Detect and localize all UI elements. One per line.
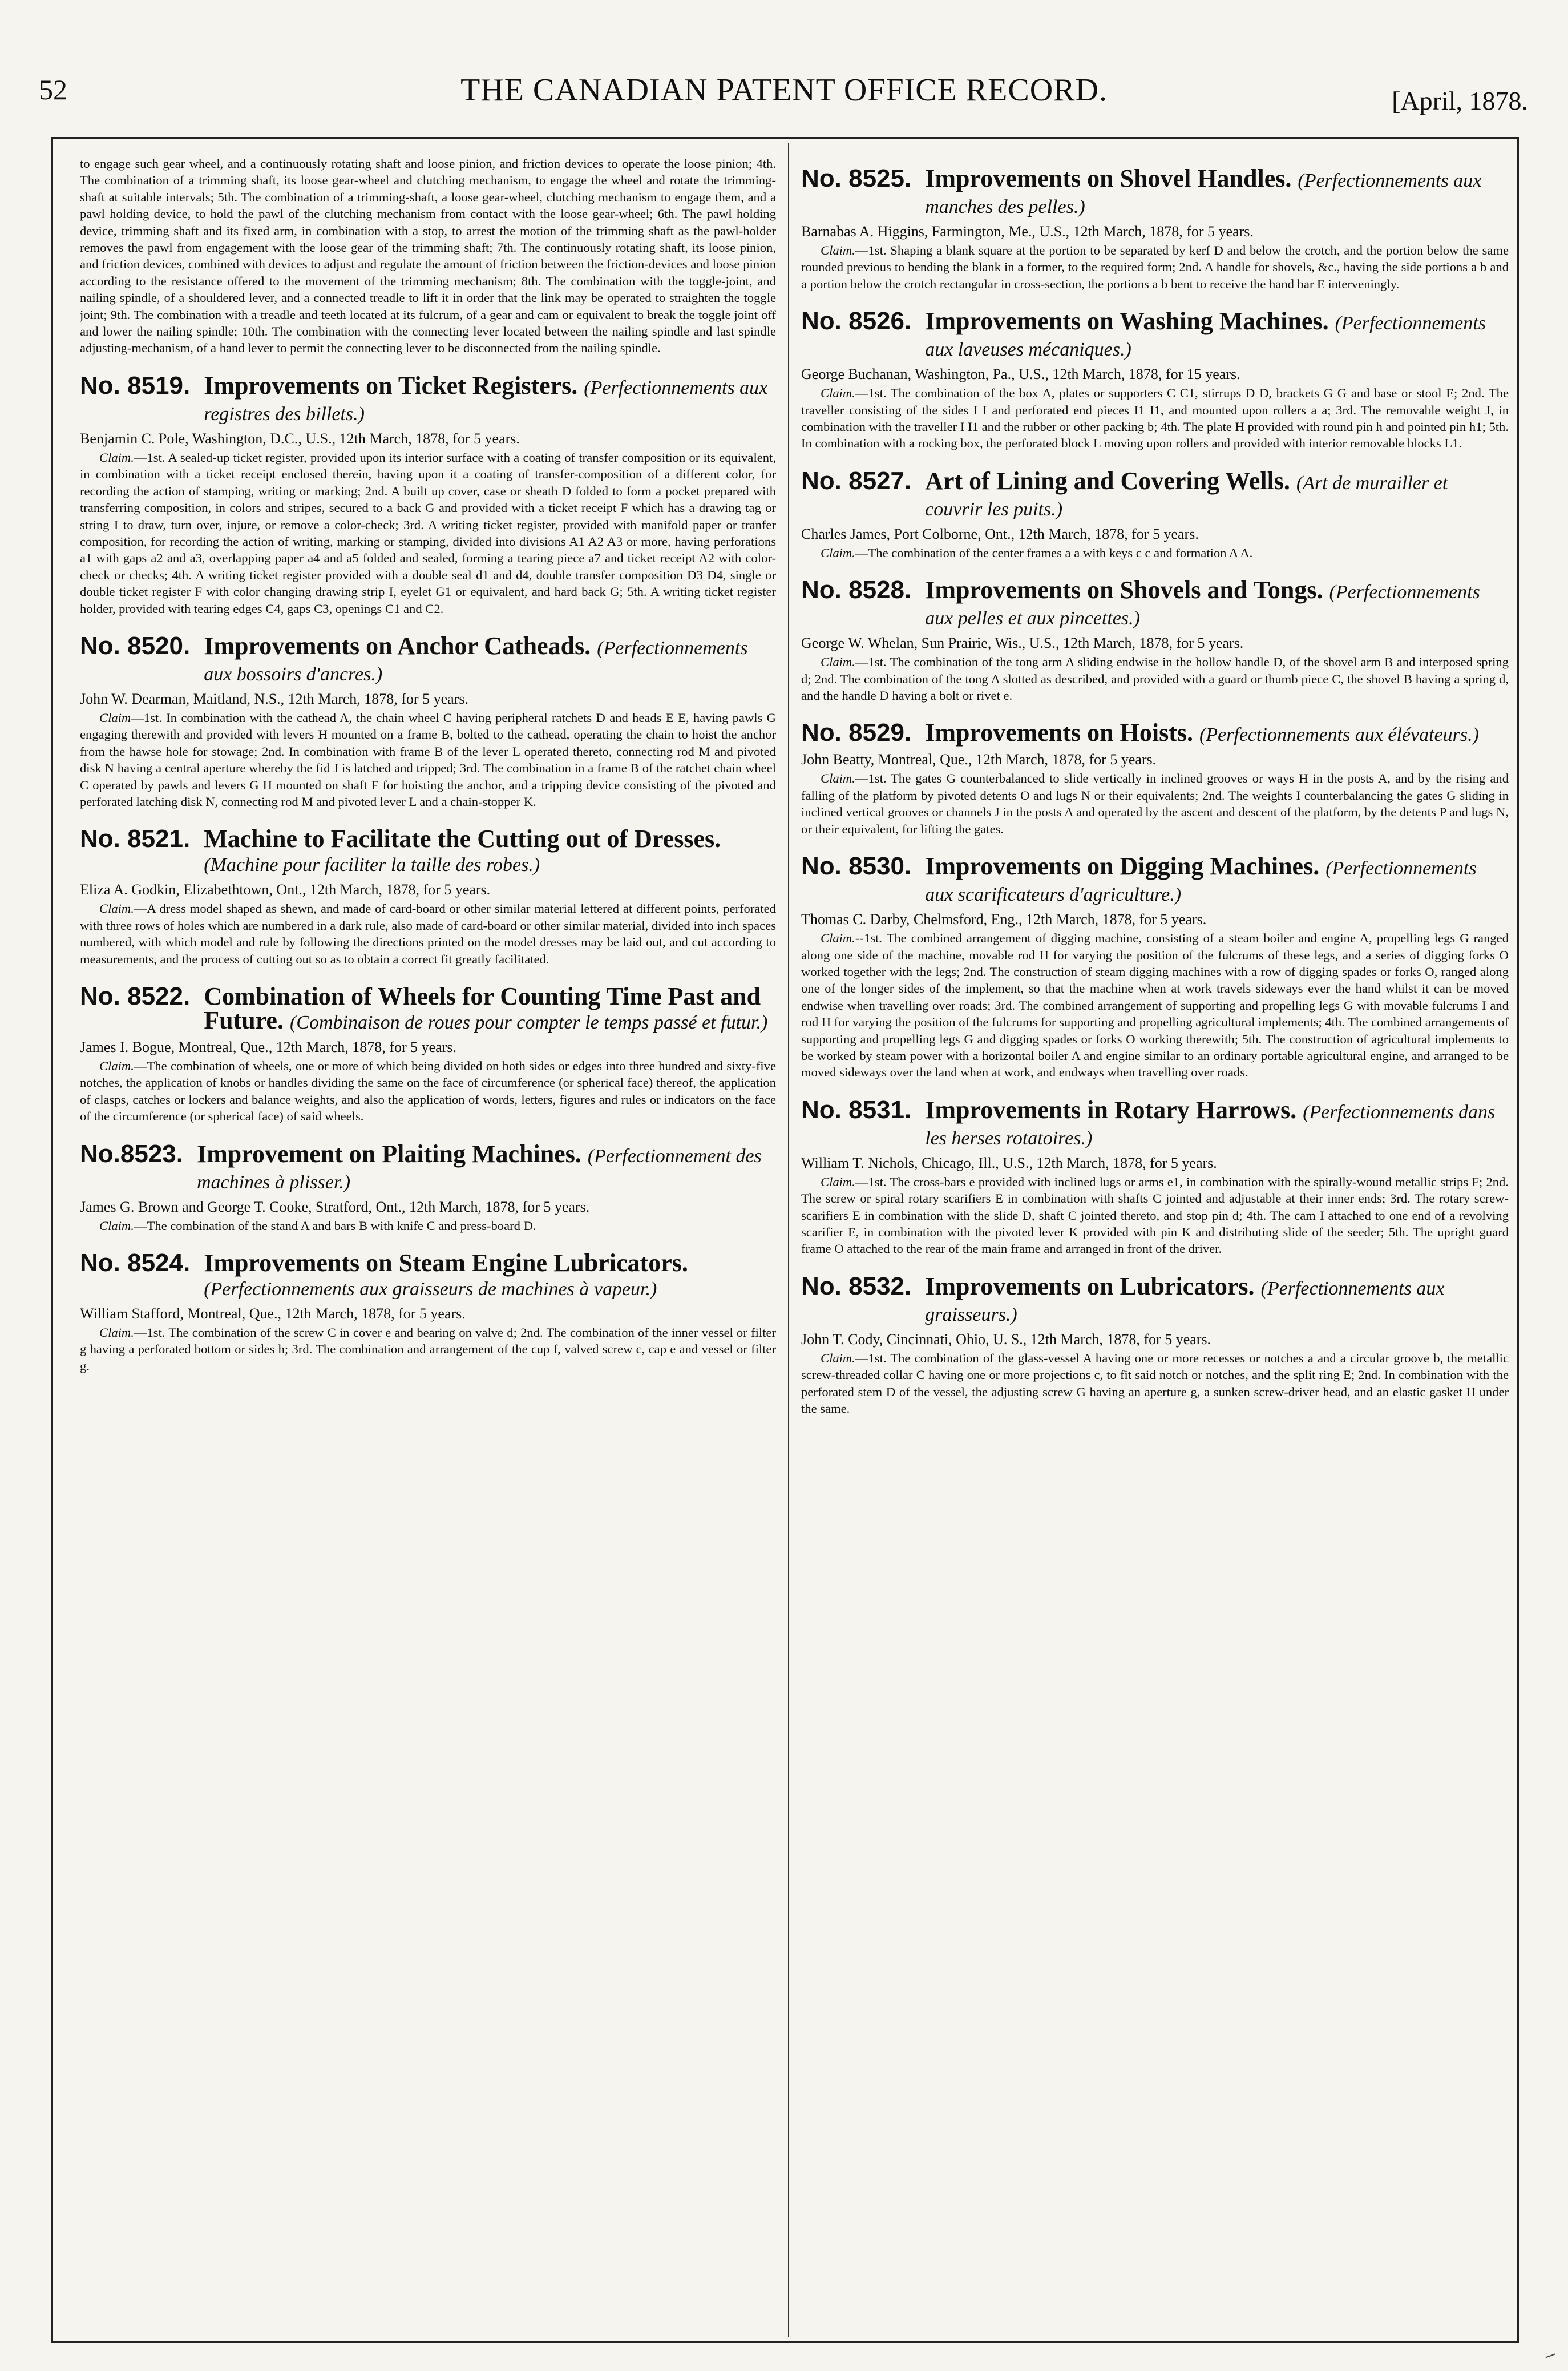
patent-entry [801, 719, 1509, 837]
patent-french-title: (Perfectionnements aux laveuses mécaniques.) [925, 313, 1486, 361]
claim-label: Claim. [821, 655, 855, 670]
patent-entry [801, 1096, 1509, 1257]
patent-entry [80, 372, 776, 617]
patent-title: Improvements in Rotary Harrows. [925, 1095, 1297, 1124]
claim-paragraph [80, 709, 776, 810]
patent-entry [80, 1249, 776, 1374]
patent-title: Improvements on Ticket Registers. [204, 371, 578, 400]
patent-title: Improvements on Anchor Catheads. [204, 631, 591, 660]
patent-number: No. 8529. [801, 719, 912, 747]
claim-text: —1st. The combination of the tong arm A sliding endwise in the hollow handle D, of the shovel arm B and interposed spring d; 2nd. The combination of the tong A slotted as described, and provided with a guard or thumb piece C, the shovel B having a spring d, and the handle D having a bolt or rivet e. [801, 655, 1509, 703]
claim-text: —The combination of the stand A and bars B with knife C and press-board D. [134, 1218, 536, 1233]
patent-number: No. 8532. [801, 1272, 912, 1300]
patent-number: No. 8525. [801, 164, 912, 192]
patent-entry [80, 632, 776, 810]
patent-title-block [204, 371, 776, 426]
patent-french-title: (Perfectionnements aux scarificateurs d'agriculture.) [925, 858, 1477, 906]
right-entry-list [801, 164, 1509, 1417]
patent-heading [801, 852, 1509, 907]
claim-text: —A dress model shaped as shewn, and made of card-board or other similar material lettered at different points, perforated with three rows of holes which are numbered in a dark rule, also made of card-board or other similar material, divided into inch spaces numbered, with which model and rule by following the directions printed on the model dresses may be laid out, and cut according to measurements, and the process of cutting out so as to obtain a correct fit greatly facilitated. [80, 901, 776, 966]
inventor-line: George Buchanan, Washington, Pa., U.S., 12th March, 1878, for 15 years. [801, 366, 1240, 383]
patent-french-title: (Perfectionnements aux élévateurs.) [1199, 724, 1479, 746]
patent-number: No. 8527. [801, 466, 912, 495]
patent-title-block [196, 1139, 776, 1195]
patent-number: No. 8521. [80, 825, 191, 853]
claim-paragraph [801, 770, 1509, 837]
patent-title-block [925, 1272, 1509, 1327]
claim-text: —1st. The combination of the glass-vessel A having one or more recesses or notches a and a circular groove b, the metallic screw-threaded collar C having one or more projections c, to fit said notch or notches, and the split ring E; 2nd. In combination with the perforated stem D of the vessel, the adjusting screw G having an aperture g, a sunken screw-driver head, and an elastic gasket H under the same. [801, 1350, 1509, 1416]
issue-date: [April, 1878. [1392, 86, 1528, 115]
claim-text: —1st. The gates G counterbalanced to slide vertically in inclined grooves or ways H in the posts A, and by the rising and falling of the platform by pivoted detents O and lugs N or their equivalents; 2nd. The weights I counterbalancing the gates G sliding in inclined vertical grooves or channels J in the posts A and operated by the ascent and descent of the platform, by the detents P and lugs N, or their equivalent, for lifting the gates. [801, 771, 1509, 836]
claim-paragraph [801, 654, 1509, 704]
page-number: 52 [39, 74, 67, 106]
claim-label: Claim. [821, 1174, 855, 1189]
patent-number: No. 8531. [801, 1095, 912, 1124]
patent-title: Improvements on Shovel Handles. [925, 164, 1292, 192]
inventor-line: John T. Cody, Cincinnati, Ohio, U. S., 12th March, 1878, for 5 years. [801, 1330, 1211, 1348]
patent-title-block [204, 631, 776, 687]
patent-heading [801, 1272, 1509, 1327]
claim-text: —1st. The combination of the screw C in cover e and bearing on valve d; 2nd. The combination of the inner vessel or filter g having a perforated bottom or sides h; 3rd. The combination and arrangement of the cup f, valved screw c, cap e and vessel or filter g. [80, 1325, 776, 1373]
patent-number: No. 8520. [80, 631, 191, 660]
claim-paragraph [801, 1174, 1509, 1257]
margin-mark [1545, 2353, 1557, 2363]
patent-french-title: (Perfectionnements aux pelles et aux pincettes.) [925, 582, 1480, 630]
claim-text: —1st. A sealed-up ticket register, provided upon its interior surface with a coating of transfer composition or its equivalent, in combination with a ticket receipt enclosed therein, having upon it a coating of transfer-composition of a different color, for recording the action of stamping, writing or marking; 2nd. A built up cover, case or sheath D folded to form a pocket prepared with transferring composition, in colors and stripes, secured to a back G and provided with a ticket receipt F which has a drawing tag or string I to draw, turn over, injure, or remove a color-check; 3rd. A writing ticket register, provided with manifold paper or tranfer composition, for recording the action of writing, marking or stamping, divided into divisions A1 A2 A3 or more, having perforations a1 with gaps a2 and a3, overlapping paper a4 and a5 folded and sealed, forming a tearing piece a7 and ticket receipt A2 with color-check or checks; 4th. A writing ticket register provided with a double seal d1 and d4, double transfer composition D3 D4, single or double ticket register F with color changing drawing strip I, eyelet G1 or equivalent, and hard back G; 5th. A writing ticket register holder, provided with tearing edges C4, gaps C3, openings C1 and C2. [80, 450, 776, 616]
patent-entry [80, 1140, 776, 1234]
patent-heading [801, 576, 1509, 631]
claim-text: —1st. In combination with the cathead A, the chain wheel C having peripheral ratchets D and heads E E, having pawls G engaging therewith and provided with levers H mounted on a frame B, bolted to the cathead, operating the chain to hoist the anchor from the hawse hole for stowage; 2nd. In combination with frame B of the lever L operated thereto, connecting rod M and pivoted disk N having a central aperture whereby the fid J is latched and tripped; 3rd. The combination in a frame B of the ratchet chain wheel C operated by pawls and levers G H mounted on shaft F for hoisting the anchor, and a tripping device consisting of the pivoted and perforated latching disk N, connecting rod M and pivoted lever L and a chain-stopper K. [80, 710, 776, 809]
patent-french-title: (Perfectionnements aux bossoirs d'ancres.) [204, 637, 748, 685]
patent-title: Improvement on Plaiting Machines. [196, 1139, 581, 1168]
patent-entry [80, 982, 776, 1125]
patent-number: No. 8524. [80, 1249, 191, 1277]
patent-entry [80, 825, 776, 967]
inventor-line: George W. Whelan, Sun Prairie, Wis., U.S., 12th March, 1878, for 5 years. [801, 635, 1244, 652]
patent-entry [801, 467, 1509, 561]
patent-heading [80, 982, 776, 1035]
patent-title: Improvements on Lubricators. [925, 1272, 1255, 1300]
patent-number: No. 8528. [801, 576, 912, 604]
patent-french-title: (Perfectionnements aux graisseurs.) [925, 1277, 1445, 1325]
patent-title-block [925, 164, 1509, 219]
patent-entry [801, 1272, 1509, 1417]
claim-label: Claim [99, 710, 131, 725]
column-divider [788, 143, 789, 2337]
claim-label: Claim. [821, 545, 855, 560]
claim-text: —1st. Shaping a blank square at the portion to be separated by kerf D and below the crotch, and the portion below the same rounded previous to bending the blank in a former, to the required form; 2nd. A handle for shovels, &c., having the side portions a b and a portion below the crotch rectangular in cross-section, the portions a b bent to receive the hand bar E interveningly. [801, 243, 1509, 291]
patent-heading [80, 632, 776, 687]
claim-paragraph [801, 545, 1509, 561]
claim-paragraph [80, 1058, 776, 1125]
continued-claim-text: to engage such gear wheel, and a continuously rotating shaft and loose pinion, and friction devices to operate the loose pinion; 4th. The combination of a trimming shaft, its loose gear-wheel and clutching mechanism, to engage the wheel and rotate the trimming-shaft at suitable intervals; 5th. The combination of a trimming-shaft, a loose gear-wheel, clutching mechanism to engage them, and a pawl holding device, to hold the pawl of the clutching mechanism from contact with the loose gear-wheel; 6th. The pawl holding device, trimming shaft and its fixed arm, in combination with a stop, to arrest the motion of the trimming shaft as the pawl-holder removes the pawl from engagement with the loose gear of the trimming shaft; 7th. The continuously rotating shaft, its loose pinion, and friction devices, combined with devices to adjust and regulate the amount of friction between the friction-devices and loose pinion according to the resistance offered to the movement of the trimming mechanism; 8th. The combination with the toggle-joint, and nailing spindle, of a shouldered lever, and a connected treadle to lift it in order that the link may be operated to straighten the toggle joint; 9th. The combination with a treadle and teeth located at its fulcrum, of a gear and cam or equivalent to break the toggle joint off and lower the nailing spindle; 10th. The combination with the connecting lever located between the nailing spindle and last spindle adjusting-mechanism, of a hand lever to permit the connecting lever to be disconnected from the nailing spindle. [80, 156, 776, 356]
patent-heading [801, 467, 1509, 522]
patent-title-block [204, 982, 776, 1035]
claim-paragraph [801, 385, 1509, 452]
claim-label: Claim. [821, 931, 855, 946]
patent-title: Improvements on Hoists. [925, 719, 1193, 747]
patent-entry [801, 164, 1509, 292]
patent-entry [801, 307, 1509, 452]
inventor-line: Charles James, Port Colborne, Ont., 12th March, 1878, for 5 years. [801, 525, 1199, 542]
patent-french-title: (Perfectionnements aux graisseurs de machines à vapeur.) [204, 1279, 657, 1300]
patent-heading [801, 307, 1509, 362]
patent-french-title: (Combinaison de roues pour compter le temps passé et futur.) [289, 1012, 768, 1033]
patent-title-block [925, 854, 1509, 907]
patent-title: Improvements on Steam Engine Lubricators. [204, 1249, 688, 1277]
patent-title: Combination of Wheels for Counting Time Past and Future. [204, 982, 761, 1034]
claim-label: Claim. [821, 386, 855, 401]
patent-title: Machine to Facilitate the Cutting out of Dresses. [204, 825, 721, 853]
claim-label: Claim. [99, 1218, 134, 1233]
inventor-line: Thomas C. Darby, Chelmsford, Eng., 12th March, 1878, for 5 years. [801, 911, 1207, 928]
inventor-line: John Beatty, Montreal, Que., 12th March, 1878, for 5 years. [801, 751, 1157, 768]
claim-paragraph [801, 1350, 1509, 1417]
claim-text: —The combination of wheels, one or more of which being divided on both sides or edges into three hundred and sixty-five notches, the application of knobs or handles dividing the same on the face of circumference (or spherical face) thereof, the application of clasps, catches or lockers and balance weights, and also the application of words, letters, figures and rules or indicators on the face of the circumference (or spherical face) of said wheels. [80, 1059, 776, 1124]
patent-title-block [925, 1095, 1509, 1151]
claim-label: Claim. [99, 1059, 134, 1073]
journal-title: THE CANADIAN PATENT OFFICE RECORD. [460, 72, 1108, 108]
patent-title: Improvements on Shovels and Tongs. [925, 576, 1323, 604]
patent-entry [801, 576, 1509, 704]
claim-text: —1st. The combination of the box A, plates or supporters C C1, stirrups D D, brackets G G and base or stool E; 2nd. The traveller consisting of the sides I I and perforated end pieces I1 I1, and mounted upon rollers a a; 3rd. The removable weight J, in combination with the traveller I I1 and the rubber or other packing b; 4th. The plate H provided with round pin h and pointed pin h1; 5th. In combination with a rocking box, the perforated block L moving upon rollers and provided with interior removable blocks L1. [801, 386, 1509, 451]
patent-title-block [204, 1251, 776, 1301]
inventor-line: Benjamin C. Pole, Washington, D.C., U.S., 12th March, 1878, for 5 years. [80, 430, 520, 447]
claim-label: Claim. [99, 450, 134, 465]
claim-paragraph [80, 1324, 776, 1374]
patent-heading [801, 1096, 1509, 1151]
patent-heading [801, 719, 1509, 747]
patent-heading [80, 825, 776, 877]
claim-text: —1st. The cross-bars e provided with inclined lugs or arms e1, in combination with the spirally-wound metallic strips F; 2nd. The screw or spiral rotary scarifiers E in combination with shafts C jointed and adjustable at their inner ends; 3rd. The rotary screw-scarifiers E in combination with the slide D, shaft C jointed thereto, and stop pin d; 4th. The cam I attached to one end of a revolving scarifier E, in combination with the pivoted lever K provided with pin K and distributing slide of the seeder; 5th. The upright guard frame O attached to the rear of the main frame and arranged in front of the driver. [801, 1174, 1509, 1256]
patent-title: Improvements on Digging Machines. [925, 852, 1320, 881]
patent-heading [801, 164, 1509, 219]
claim-text: —The combination of the center frames a a with keys c c and formation A A. [855, 545, 1253, 560]
patent-french-title: (Art de murailler et couvrir les puits.) [925, 472, 1448, 520]
inventor-line: William T. Nichols, Chicago, Ill., U.S., 12th March, 1878, for 5 years. [801, 1154, 1217, 1171]
claim-label: Claim. [821, 1350, 855, 1365]
claim-label: Claim. [99, 1325, 134, 1340]
claim-text: --1st. The combined arrangement of digging machine, consisting of a steam boiler and engine A, propelling legs G ranged along one side of the machine, movable rod H for varying the position of the fulcrums of these legs, and a series of digging forks O worked together with the legs; 2nd. The construction of steam digging machines with a row of digging spades or forks O, ranged along one of the longer sides of the implement, so that the machine when at work travels sideways ever the hand whilst it can be moved endwise when travelling over roads; 3rd. The combined arrangement of supporting and propelling legs G with movable fulcrums I and rod H for varying the position of the fulcrums for supporting and propelling agricultural implements; 4th. The combined arrangements of supporting and propelling legs G and digging spades or forks O working therewith; 5th. The construction of agricultural implements to be worked by steam power with a horizontal boiler A and engine similar to an ordinary portable agricultural engine, and arranged to be moved sideways over the land when at work, and endways when travelling over roads. [801, 931, 1509, 1080]
claim-label: Claim. [821, 243, 855, 257]
left-entry-list [80, 372, 776, 1374]
patent-french-title: (Perfectionnements aux manches des pelles.) [925, 170, 1482, 217]
patent-title: Improvements on Washing Machines. [925, 307, 1329, 336]
patent-title: Art of Lining and Covering Wells. [925, 466, 1290, 495]
patent-heading [80, 1140, 776, 1195]
claim-paragraph [80, 900, 776, 967]
patent-title-block [925, 309, 1509, 362]
patent-number: No. 8519. [80, 371, 191, 400]
patent-title-block [925, 578, 1509, 631]
patent-heading [80, 372, 776, 426]
claim-paragraph [80, 1217, 776, 1234]
inventor-line: James G. Brown and George T. Cooke, Stratford, Ont., 12th March, 1878, for 5 years. [80, 1198, 590, 1215]
patent-title-block [925, 721, 1479, 747]
claim-label: Claim. [821, 771, 855, 786]
inventor-line: William Stafford, Montreal, Que., 12th March, 1878, for 5 years. [80, 1305, 466, 1322]
patent-heading [80, 1249, 776, 1301]
patent-french-title: (Perfectionnements dans les herses rotatoires.) [925, 1101, 1496, 1149]
left-column [80, 150, 776, 2336]
patent-number: No.8523. [80, 1139, 183, 1168]
patent-title-block [204, 827, 776, 877]
patent-number: No. 8530. [801, 852, 912, 881]
patent-number: No. 8526. [801, 307, 912, 336]
patent-french-title: (Machine pour faciliter la taille des robes.) [204, 854, 540, 876]
claim-paragraph [80, 449, 776, 617]
patent-title-block [925, 466, 1509, 522]
right-column [801, 150, 1509, 2336]
inventor-line: Barnabas A. Higgins, Farmington, Me., U.S., 12th March, 1878, for 5 years. [801, 223, 1254, 240]
claim-paragraph [801, 930, 1509, 1081]
patent-number: No. 8522. [80, 982, 191, 1010]
patent-french-title: (Perfectionnement des machines à plisser.) [196, 1145, 762, 1193]
inventor-line: Eliza A. Godkin, Elizabethtown, Ont., 12th March, 1878, for 5 years. [80, 881, 491, 898]
claim-label: Claim. [99, 901, 134, 916]
patent-french-title: (Perfectionnements aux registres des billets.) [204, 377, 768, 425]
inventor-line: James I. Bogue, Montreal, Que., 12th March, 1878, for 5 years. [80, 1039, 456, 1055]
inventor-line: John W. Dearman, Maitland, N.S., 12th March, 1878, for 5 years. [80, 690, 468, 707]
patent-entry [801, 852, 1509, 1081]
claim-paragraph [801, 242, 1509, 292]
